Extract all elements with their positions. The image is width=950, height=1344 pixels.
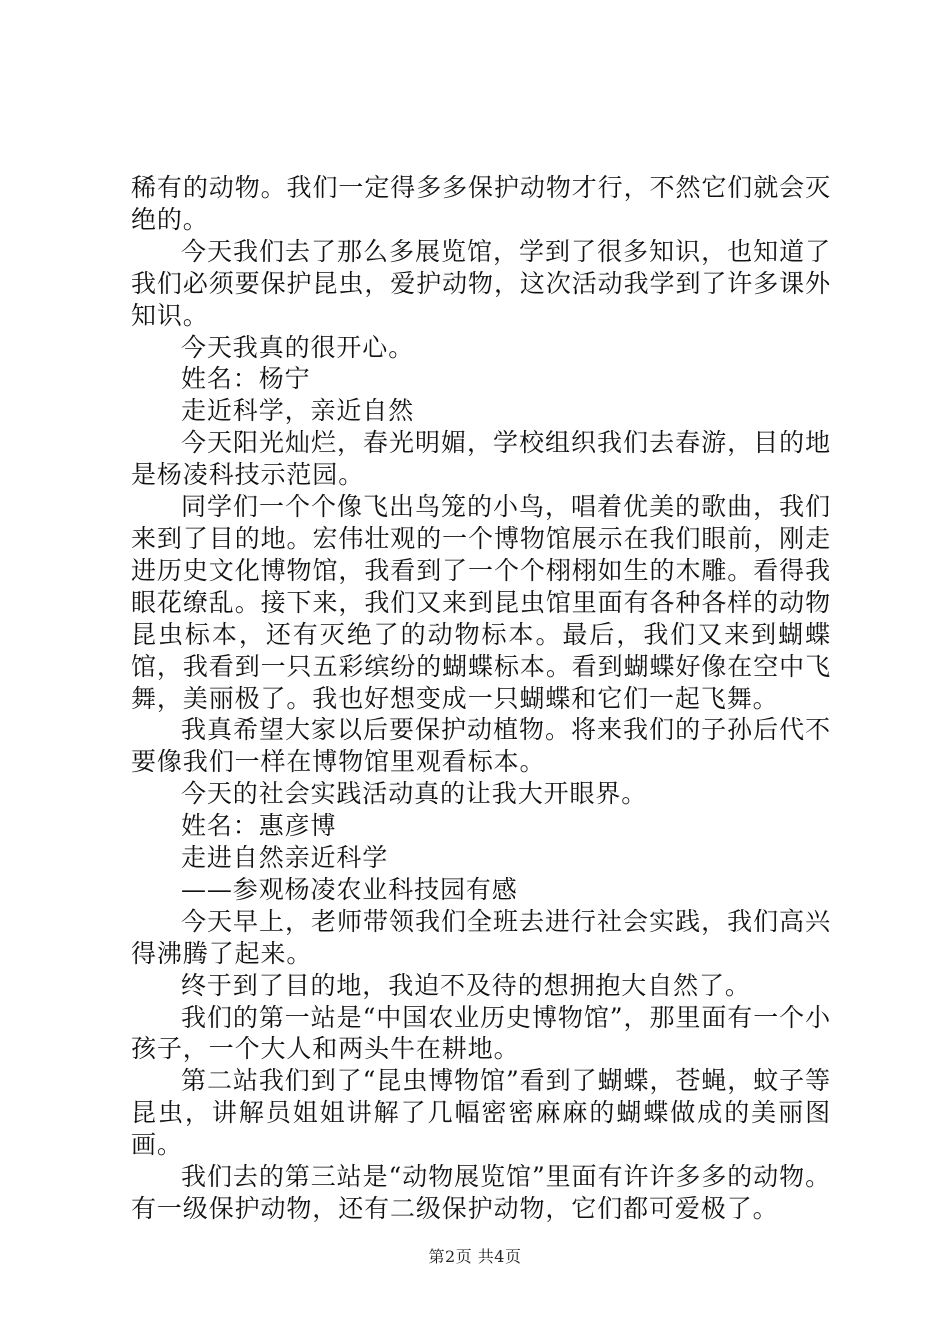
essay-subtitle: ——参观杨凌农业科技园有感 xyxy=(181,874,518,904)
paragraph: 同学们一个个像飞出鸟笼的小鸟，唱着优美的歌曲，我们来到了目的地。宏伟壮观的一个博物馆展示在我们眼前，刚走进历史文化博物馆，我看到了一个个栩栩如生的木雕。看得我眼花缭乱。接下来，我们又来到昆虫馆里面有各种各样的动物昆虫标本，还有灭绝了的动物标本。最后，我们又来到蝴蝶馆，我看到一只五彩缤纷的蝴蝶标本。看到蝴蝶好像在空中飞舞，美丽极了。我也好想变成一只蝴蝶和它们一起飞舞。 xyxy=(131,492,831,713)
paragraph: 今天的社会实践活动真的让我大开眼界。 xyxy=(181,779,648,809)
paragraph: 我们的第一站是“中国农业历史博物馆”，那里面有一个小孩子，一个大人和两头牛在耕地。 xyxy=(131,1002,831,1064)
page-footer: 第2页 共4页 xyxy=(428,1247,522,1266)
paragraph: 我们去的第三站是“动物展览馆”里面有许许多多的动物。有一级保护动物，还有二级保护动物，它们都可爱极了。 xyxy=(131,1162,831,1223)
author-name: 姓名：惠彦博 xyxy=(181,811,337,841)
paragraph: 我真希望大家以后要保护动植物。将来我们的子孙后代不要像我们一样在博物馆里观看标本。 xyxy=(131,715,831,777)
paragraph: 第二站我们到了“昆虫博物馆”看到了蝴蝶，苍蝇，蚊子等昆虫，讲解员姐姐讲解了几幅密密麻麻的蝴蝶做成的美丽图画。 xyxy=(131,1066,831,1160)
document-body xyxy=(131,172,831,1225)
essay-title: 走近科学，亲近自然 xyxy=(181,396,415,426)
paragraph: 终于到了目的地，我迫不及待的想拥抱大自然了。 xyxy=(181,970,751,1000)
paragraph: 今天我真的很开心。 xyxy=(181,332,415,362)
paragraph: 今天阳光灿烂，春光明媚，学校组织我们去春游，目的地是杨凌科技示范园。 xyxy=(131,428,831,490)
paragraph: 今天早上，老师带领我们全班去进行社会实践，我们高兴得沸腾了起来。 xyxy=(131,906,831,968)
paragraph: 今天我们去了那么多展览馆，学到了很多知识，也知道了我们必须要保护昆虫，爱护动物，这次活动我学到了许多课外知识。 xyxy=(131,236,831,330)
paragraph: 稀有的动物。我们一定得多多保护动物才行，不然它们就会灭绝的。 xyxy=(131,173,831,234)
author-name: 姓名：杨宁 xyxy=(181,364,311,394)
essay-title: 走进自然亲近科学 xyxy=(181,843,389,873)
